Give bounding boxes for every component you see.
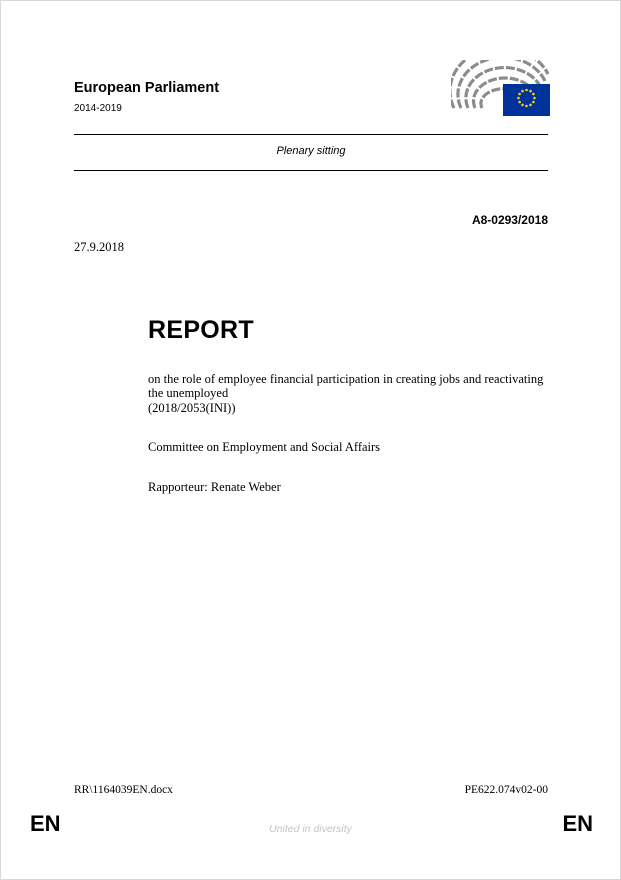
document-reference: A8-0293/2018 [471,213,548,227]
european-parliament-logo-icon [451,60,550,116]
document-date: 27.9.2018 [74,240,124,254]
committee-name: Committee on Employment and Social Affairs [148,440,381,454]
procedure-number: (2018/2053(INI)) [148,401,236,415]
report-subject: on the role of employee financial participation in creating jobs and reactivating the unemployed [148,372,544,400]
language-code-left: EN [30,811,61,836]
report-title: REPORT [148,316,254,344]
parliamentary-term: 2014-2019 [74,103,122,114]
institution-name: European Parliament [74,80,220,96]
language-code-right: EN [562,811,593,836]
rapporteur: Rapporteur: Renate Weber [148,480,281,494]
sitting-label: Plenary sitting [276,145,346,157]
header-top-rule [74,134,548,135]
document-file-name: RR\1164039EN.docx [74,784,173,796]
pe-number: PE622.074v02-00 [464,784,548,796]
motto: United in diversity [269,823,352,835]
header-bottom-rule [74,170,548,171]
